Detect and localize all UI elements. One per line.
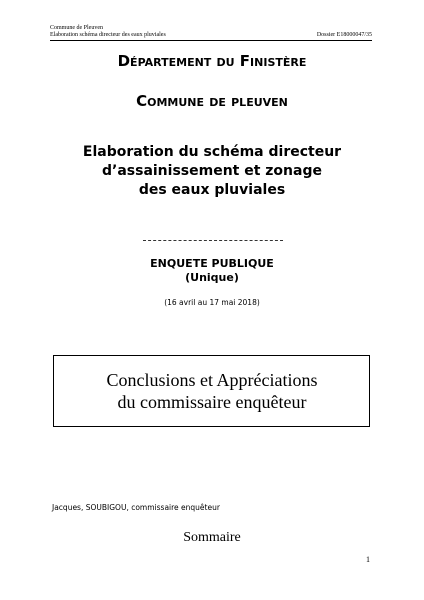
enquete-title: ENQUETE PUBLIQUE xyxy=(150,257,274,270)
header-rule xyxy=(50,40,372,41)
commune-title: Commune de pleuven xyxy=(136,92,288,110)
page-number: 1 xyxy=(366,555,370,564)
project-title xyxy=(0,143,424,200)
project-title-line2: d’assainissement et zonage xyxy=(101,163,322,179)
project-title-line3: des eaux pluviales xyxy=(138,182,286,198)
department-title: Département du Finistère xyxy=(117,52,307,70)
enquete-dates: (16 avril au 17 mai 2018) xyxy=(164,298,260,307)
sommaire-heading: Sommaire xyxy=(183,530,241,545)
conclusions-line2: du commissaire enquêteur xyxy=(117,392,307,412)
author: Jacques, SOUBIGOU, commissaire enquêteur xyxy=(52,503,220,512)
project-title-line1: Elaboration du schéma directeur xyxy=(82,144,342,160)
enquete-subtitle: (Unique) xyxy=(185,271,239,284)
header-dossier: Dossier E18000047/35 xyxy=(316,32,372,38)
header-commune: Commune de Pleuven xyxy=(50,25,103,31)
conclusions-line1: Conclusions et Appréciations xyxy=(106,370,318,390)
enquete-block xyxy=(0,257,424,285)
separator xyxy=(143,240,283,241)
header-left xyxy=(50,25,166,39)
conclusions-title xyxy=(0,369,424,413)
header-project: Elaboration schéma directeur des eaux pluviales xyxy=(50,32,166,38)
